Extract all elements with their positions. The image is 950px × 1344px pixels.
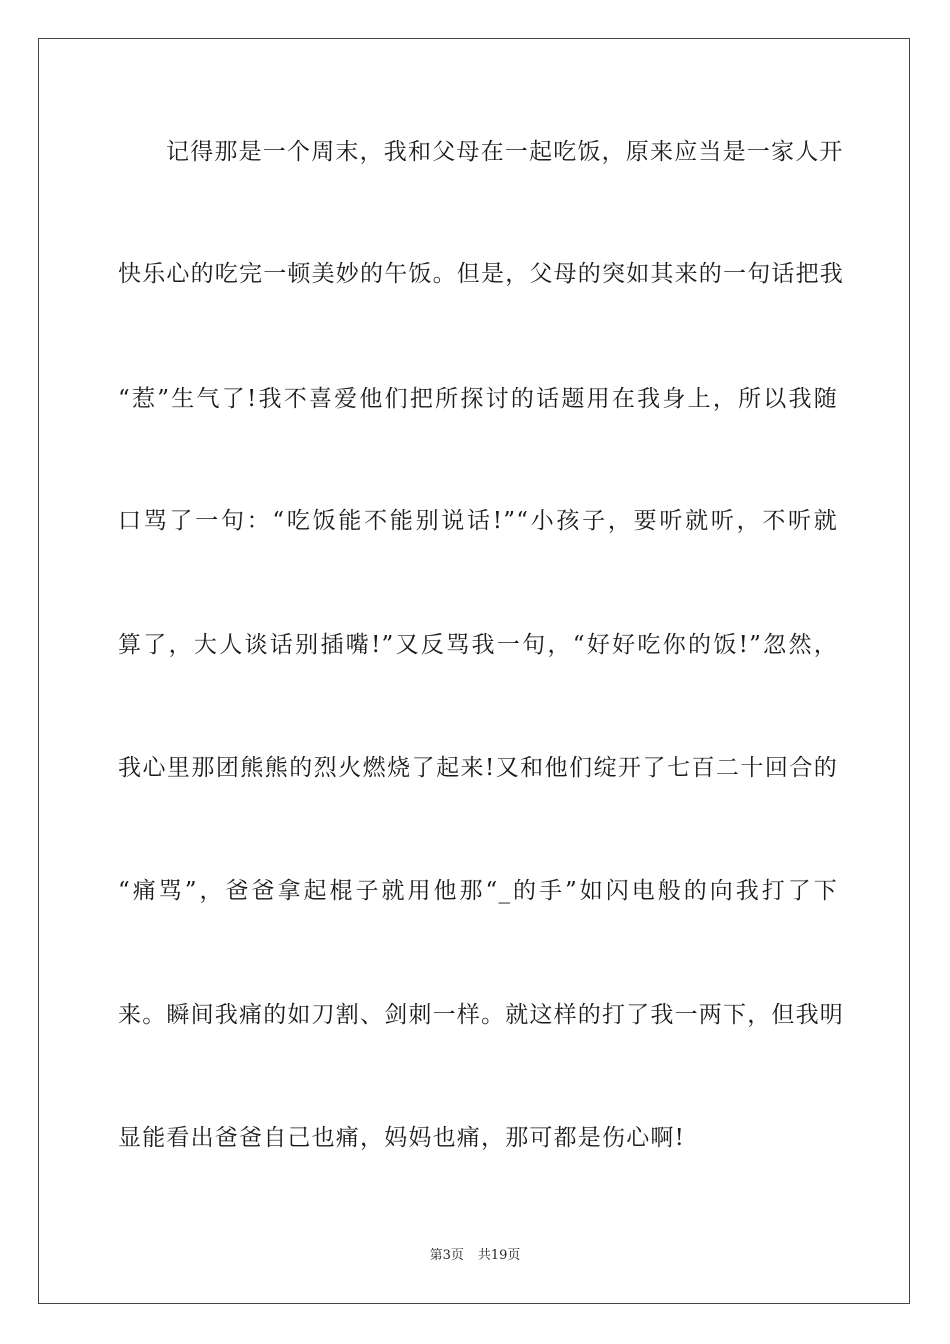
total-pages: 共19页 — [477, 1248, 521, 1263]
paragraph-line-6: 我心里那团熊熊的烈火燃烧了起来!又和他们绽开了七百二十回合的 — [118, 755, 838, 781]
page-frame — [38, 38, 910, 1304]
paragraph-line-2: 快乐心的吃完一顿美妙的午饭。但是，父母的突如其来的一句话把我 — [118, 261, 844, 287]
page-footer — [0, 1247, 950, 1265]
paragraph-line-8: 来。瞬间我痛的如刀割、剑刺一样。就这样的打了我一两下，但我明 — [118, 1002, 844, 1028]
page-number: 第3页 — [429, 1248, 464, 1263]
paragraph-line-3: “惹”生气了!我不喜爱他们把所探讨的话题用在我身上，所以我随 — [118, 386, 838, 412]
paragraph-line-4: 口骂了一句：“吃饭能不能别说话!”“小孩子，要听就听，不听就 — [118, 508, 838, 534]
paragraph-line-5: 算了，大人谈话别插嘴!”又反骂我一句，“好好吃你的饭!”忽然， — [118, 632, 838, 658]
paragraph-line-1: 记得那是一个周末，我和父母在一起吃饭，原来应当是一家人开 — [166, 139, 844, 165]
paragraph-line-9: 显能看出爸爸自己也痛，妈妈也痛，那可都是伤心啊! — [118, 1125, 686, 1151]
paragraph-line-7: “痛骂”，爸爸拿起棍子就用他那“_的手”如闪电般的向我打了下 — [118, 878, 838, 904]
